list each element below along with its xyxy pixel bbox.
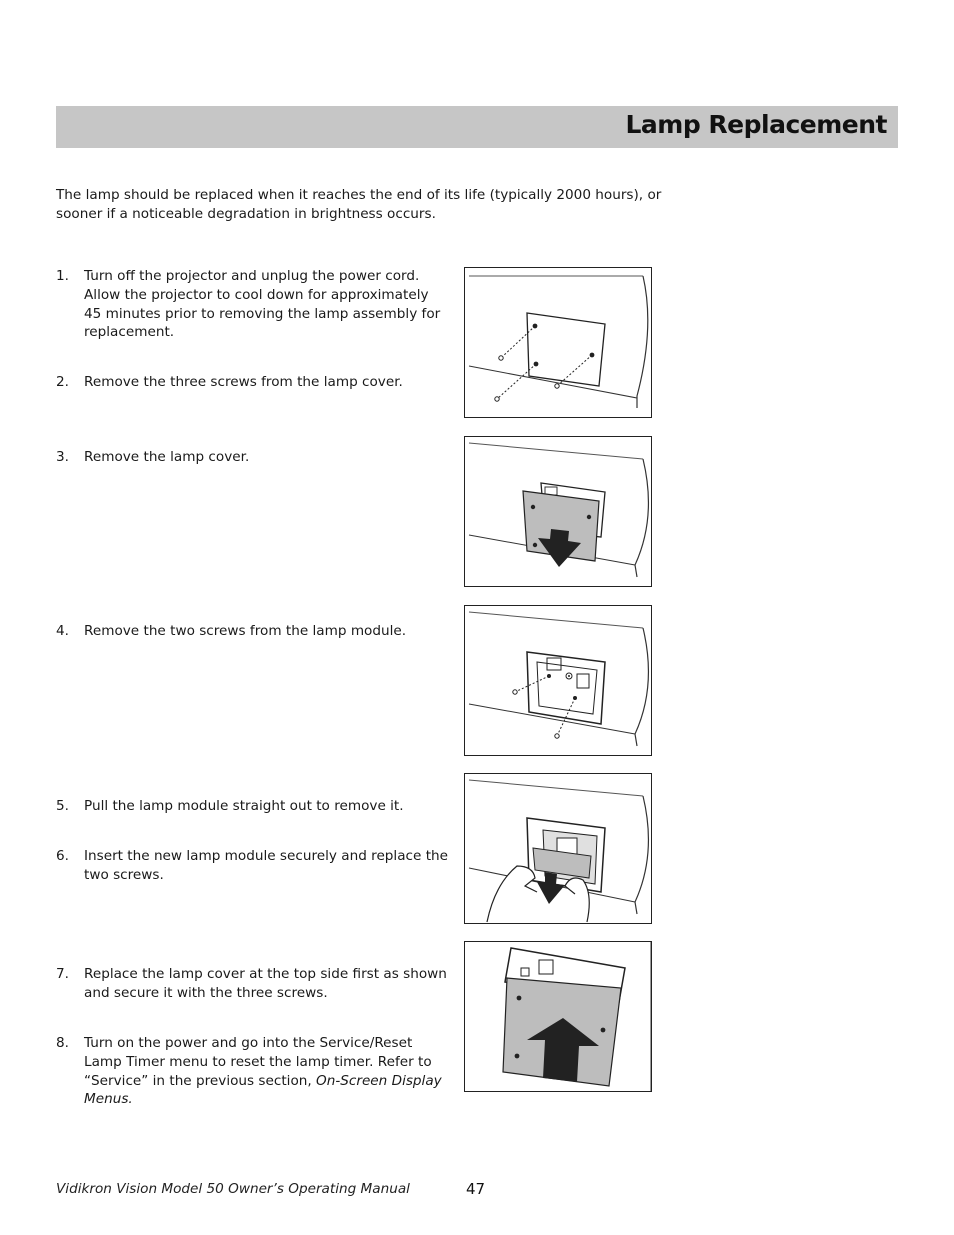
- header-bar: [56, 106, 898, 148]
- step-5: [56, 797, 448, 816]
- figure-replace-cover: [464, 941, 652, 1092]
- page-title: Lamp Replacement: [625, 110, 887, 139]
- step-text: Replace the lamp cover at the top side first as shown and secure it with the three screws.: [84, 966, 447, 1001]
- step-text: Remove the lamp cover.: [84, 449, 250, 465]
- step-text: Insert the new lamp module securely and replace the two screws.: [84, 848, 449, 883]
- figure-pull-module: [464, 773, 652, 924]
- step-1: [56, 267, 448, 342]
- step-number: 7.: [56, 966, 69, 982]
- step-number: 3.: [56, 449, 69, 465]
- figure-module-screws: [464, 605, 652, 756]
- step-text: Remove the three screws from the lamp cover.: [84, 374, 403, 390]
- page-number: 47: [466, 1180, 486, 1198]
- step-3: [56, 448, 448, 467]
- step-number: 8.: [56, 1035, 69, 1051]
- step-7: [56, 965, 448, 1003]
- step-8: [56, 1034, 448, 1109]
- step-4: [56, 622, 448, 641]
- step-text-italic: On-Screen Display Menus.: [84, 1072, 442, 1108]
- step-2: [56, 373, 448, 392]
- step-text: Remove the two screws from the lamp module.: [84, 623, 407, 639]
- step-text: Pull the lamp module straight out to remove it.: [84, 798, 404, 814]
- step-number: 1.: [56, 268, 69, 284]
- intro-paragraph: The lamp should be replaced when it reaches the end of its life (typically 2000 hours), or sooner if a noticeable degradation in brightness occurs.: [56, 187, 662, 222]
- step-6: [56, 847, 448, 885]
- step-number: 6.: [56, 848, 69, 864]
- step-number: 2.: [56, 374, 69, 390]
- step-text: Turn off the projector and unplug the power cord. Allow the projector to cool down for approximately 45 minutes prior to removing the lamp assembly for replacement.: [84, 268, 441, 341]
- step-number: 5.: [56, 798, 69, 814]
- footer-manual-title: Vidikron Vision Model 50 Owner’s Operating Manual: [56, 1181, 410, 1197]
- figure-lamp-cover-screws: [464, 267, 652, 418]
- step-number: 4.: [56, 623, 69, 639]
- figure-remove-cover: [464, 436, 652, 587]
- step-text: Turn on the power and go into the Service/Reset Lamp Timer menu to reset the lamp timer. Refer to “Service” in the previous section, On-Screen Display Menus.: [84, 1035, 442, 1108]
